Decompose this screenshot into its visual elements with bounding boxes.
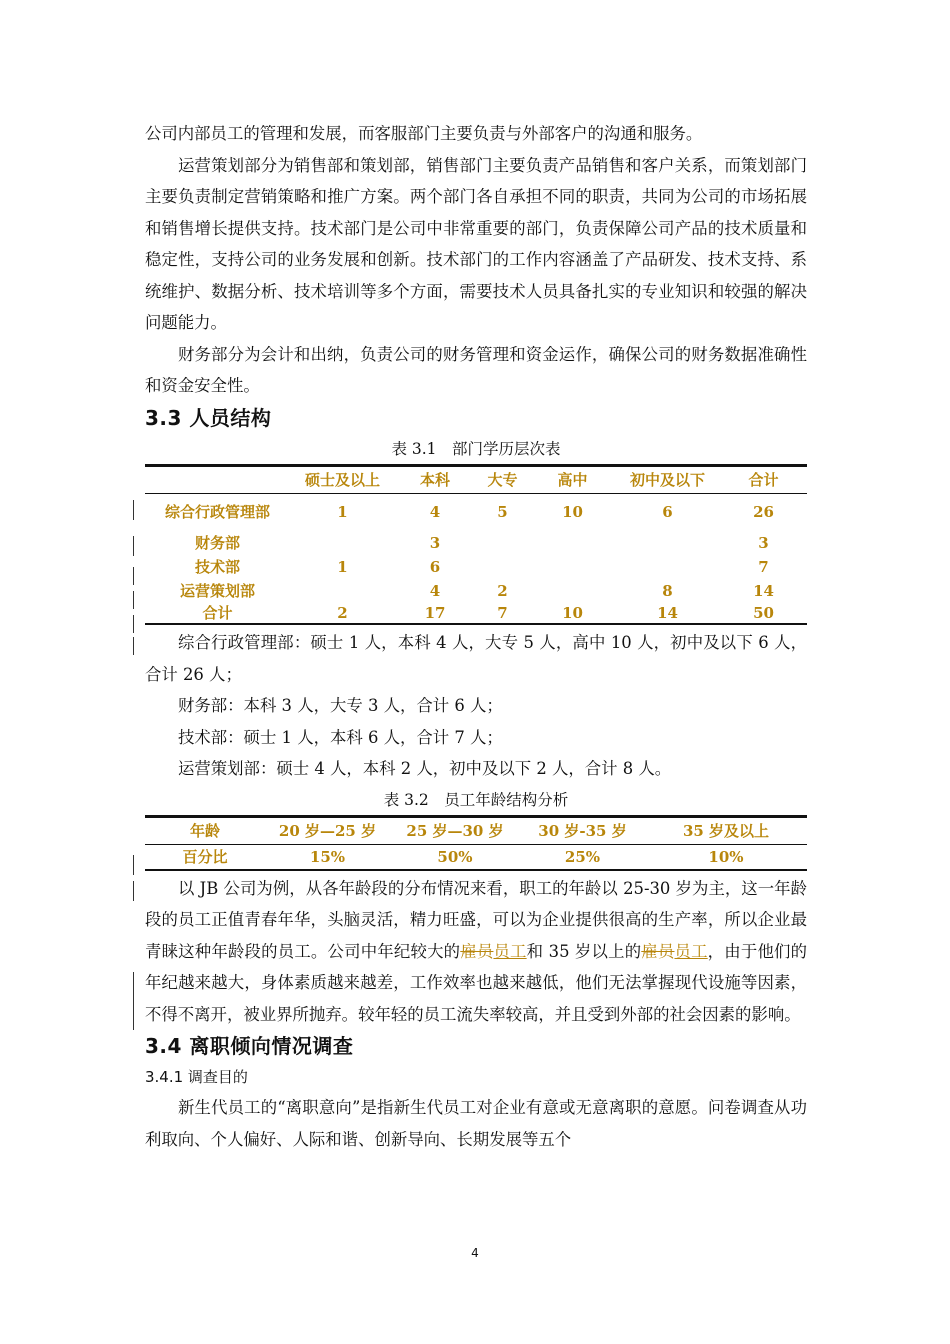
page-number: 4 — [471, 1246, 479, 1260]
table-cell — [530, 579, 615, 603]
change-bar — [133, 615, 134, 633]
table-cell: 技术部 — [194, 557, 240, 576]
table-header-cell: 硕士及以上 — [290, 465, 395, 493]
table-cell: 4 — [429, 502, 441, 521]
table-cell: 14 — [753, 581, 774, 600]
table-cell — [290, 579, 395, 603]
table-cell: 2 — [337, 603, 348, 622]
change-bar — [133, 637, 134, 655]
table-cell — [290, 531, 395, 555]
table-header-cell: 初中及以下 — [615, 465, 720, 493]
table-caption: 表 3.1 部门学历层次表 — [391, 439, 561, 458]
table-cell: 7 — [497, 603, 508, 622]
table-cell: 8 — [662, 581, 673, 600]
change-bar — [133, 536, 134, 556]
paragraph: 财务部分为会计和出纳，负责公司的财务管理和资金运作，确保公司的财务数据准确性和资金安全性。 — [145, 344, 807, 395]
table-header-cell — [145, 465, 290, 493]
table-cell — [615, 555, 720, 579]
paragraph: 运营策划部分为销售部和策划部，销售部门主要负责产品销售和客户关系，而策划部门主要负责制定营销策略和推广方案。两个部门各自承担不同的职责，共同为公司的市场拓展和销售增长提供支持。技术部门是公司中非常重要的部门，负责保障公司产品的技术质量和稳定性，支持公司的业务发展和创新。技术部门的工作内容涵盖了产品研发、技术支持、系统维护、数据分析、技术培训等多个方面，需要技术人员具备扎实的专业知识和较强的解决问题能力。 — [145, 155, 807, 332]
table-cell: 3 — [758, 533, 769, 552]
table-row — [145, 844, 807, 870]
table-cell — [475, 531, 530, 555]
deleted-text: 雇员 — [641, 941, 675, 961]
table-cell: 7 — [758, 557, 769, 576]
table-row — [145, 579, 807, 603]
table-row — [145, 603, 807, 624]
table-cell: 6 — [662, 502, 673, 521]
table-cell: 10 — [562, 502, 583, 521]
table-cell: 10% — [708, 847, 744, 866]
table-cell: 百分比 — [182, 848, 228, 866]
table-header-cell: 20 岁—25 岁 — [265, 816, 390, 844]
table-cell: 1 — [337, 557, 348, 576]
table-row — [145, 531, 807, 555]
table-row — [145, 493, 807, 531]
table-cell: 1 — [337, 502, 348, 521]
section-heading: 3.4 离职倾向情况调查 — [145, 1034, 354, 1058]
table-cell — [615, 531, 720, 555]
subsection-heading: 3.4.1 调查目的 — [145, 1068, 248, 1086]
table-cell: 5 — [497, 502, 508, 521]
paragraph: 综合行政管理部：硕士 1 人，本科 4 人，大专 5 人，高中 10 人，初中及以下 6 人，合计 26 人； — [145, 633, 807, 684]
table-cell: 50% — [437, 847, 473, 866]
change-bar — [133, 855, 134, 875]
text-run: 以 JB 公司为例，从各年龄段的分布情况来看，职工的年龄以 25-30 岁为主，这一年龄段的员工正值青春年华，头脑灵活，精力旺盛，可以为企业提供很高的生产率，所以企业最青睐这种年龄段的员工。公司中年纪较大的 — [145, 878, 807, 961]
table-header-cell: 合计 — [720, 465, 807, 493]
table-cell: 26 — [753, 502, 774, 521]
paragraph: 运营策划部：硕士 4 人，本科 2 人，初中及以下 2 人，合计 8 人。 — [178, 759, 672, 778]
table-header-cell: 高中 — [530, 465, 615, 493]
paragraph: 新生代员工的“离职意向”是指新生代员工对企业有意或无意离职的意愿。问卷调查从功利取向、个人偏好、人际和谐、创新导向、长期发展等五个 — [145, 1098, 807, 1149]
table-cell: 14 — [657, 603, 678, 622]
table-header-cell: 25 岁—30 岁 — [390, 816, 520, 844]
table-caption: 表 3.2 员工年龄结构分析 — [383, 790, 569, 809]
document-content — [145, 118, 807, 1155]
age-table — [145, 815, 807, 871]
section-heading: 3.3 人员结构 — [145, 405, 272, 430]
change-bar — [133, 567, 134, 585]
table-cell: 运营策划部 — [179, 581, 255, 600]
table-cell — [530, 531, 615, 555]
table-cell: 2 — [497, 581, 508, 600]
table-cell: 综合行政管理部 — [164, 502, 270, 521]
table-cell — [475, 555, 530, 579]
table-header-cell: 年龄 — [145, 816, 265, 844]
table-cell: 3 — [429, 533, 441, 552]
inserted-text: 员工 — [493, 941, 527, 961]
paragraph: 技术部：硕士 1 人，本科 6 人，合计 7 人； — [178, 727, 503, 747]
table-cell: 17 — [424, 603, 446, 622]
paragraph — [145, 873, 807, 1031]
table-cell: 25% — [564, 847, 601, 866]
paragraph: 财务部：本科 3 人，大专 3 人，合计 6 人； — [178, 696, 503, 715]
table-cell — [530, 555, 615, 579]
education-table — [145, 464, 807, 626]
table-cell: 4 — [429, 581, 441, 600]
table-cell: 财务部 — [194, 533, 240, 552]
table-header-row — [145, 816, 807, 844]
inserted-text: 员工 — [674, 941, 708, 961]
change-bar — [133, 972, 134, 1030]
table-header-cell: 30 岁-35 岁 — [520, 816, 645, 844]
paragraph: 公司内部员工的管理和发展，而客服部门主要负责与外部客户的沟通和服务。 — [145, 124, 703, 143]
table-header-cell: 35 岁及以上 — [645, 816, 807, 844]
table-cell: 10 — [562, 603, 583, 622]
table-header-row — [145, 465, 807, 493]
table-cell: 合计 — [202, 603, 233, 622]
text-run: ，由于他们的年纪越来越大，身体素质越来越差，工作效率也越来越低，他们无法掌握现代设施等因素，不得不离开，被业界所抛弃。较年轻的员工流失率较高，并且受到外部的社会因素的影响。 — [145, 941, 808, 1024]
table-header-cell: 大专 — [475, 465, 530, 493]
table-cell: 50 — [753, 603, 774, 622]
table-row — [145, 555, 807, 579]
change-bar — [133, 500, 134, 520]
table-header-cell: 本科 — [395, 465, 475, 493]
deleted-text: 雇员 — [460, 941, 494, 961]
text-run: 和 35 岁以上的 — [526, 941, 642, 961]
change-bar — [133, 881, 134, 901]
change-bar — [133, 591, 134, 609]
table-cell: 15% — [309, 847, 346, 866]
table-cell: 6 — [429, 557, 441, 576]
